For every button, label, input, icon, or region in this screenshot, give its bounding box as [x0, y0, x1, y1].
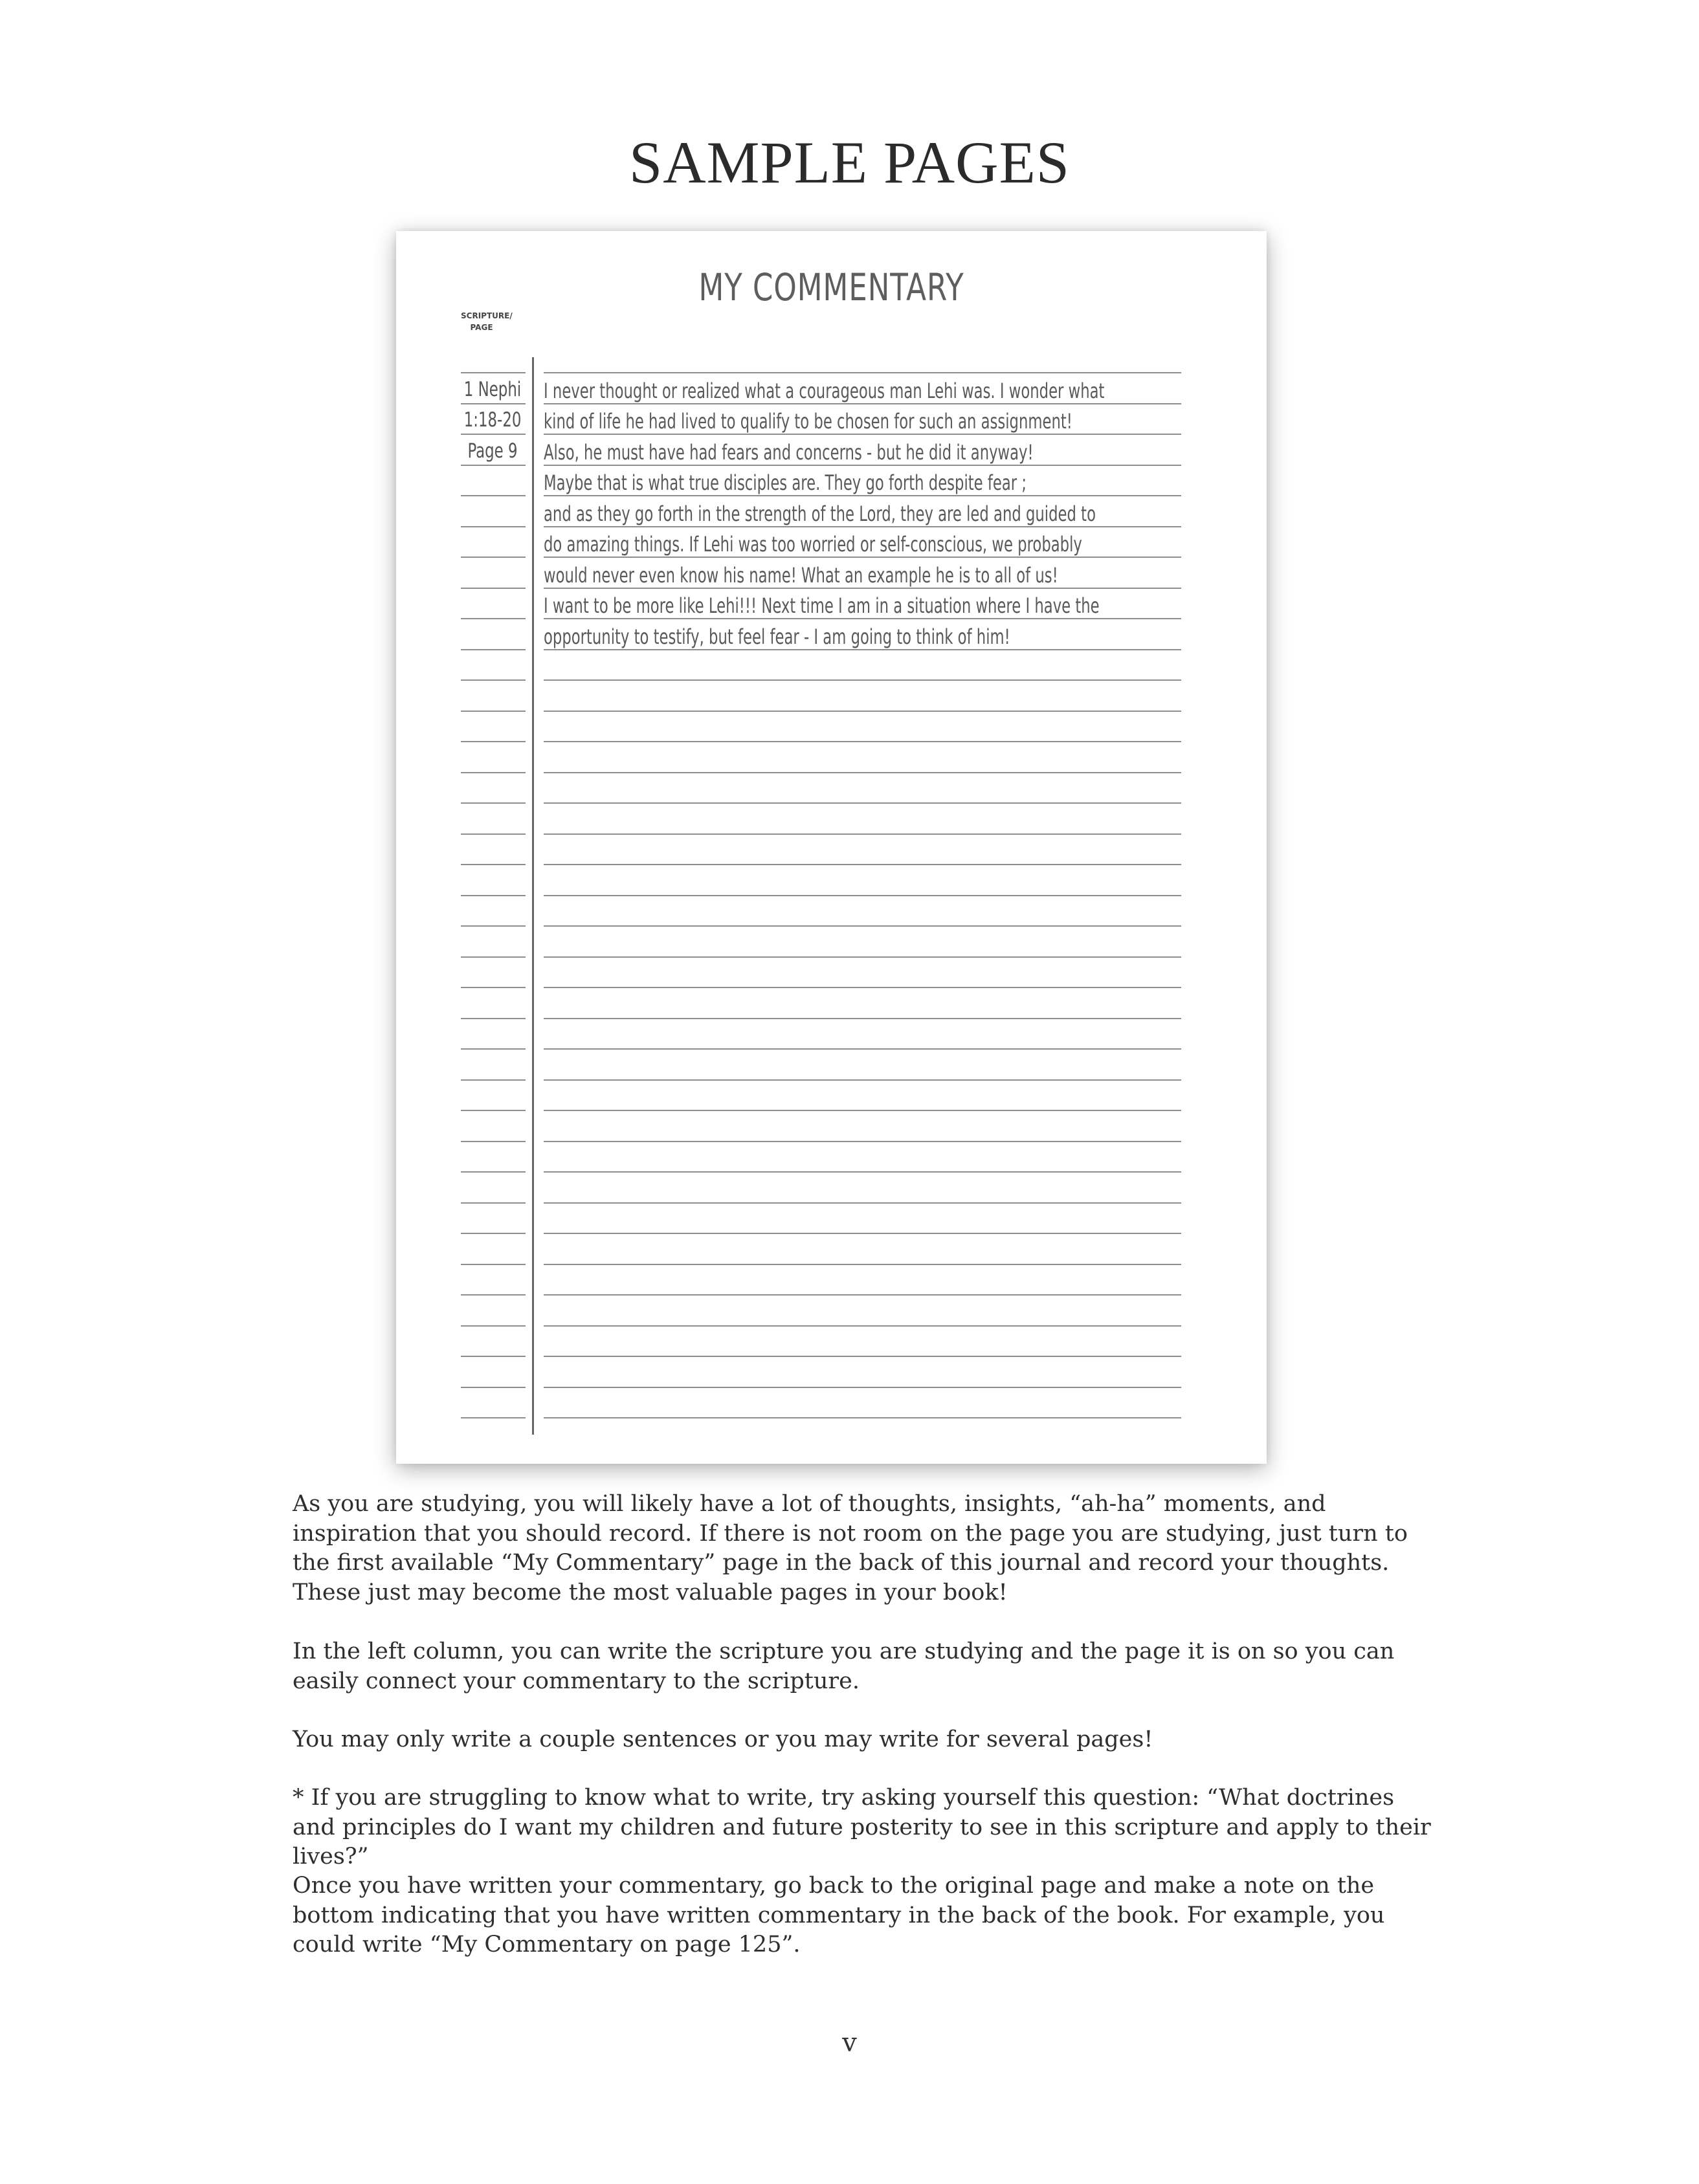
- body-paragraph: You may only write a couple sentences or you may write for several pages!: [293, 1726, 1153, 1752]
- reference-line: [461, 741, 526, 742]
- commentary-line: and as they go forth in the strength of the Lord, they are led and guided to: [544, 502, 1096, 526]
- ruled-line: [544, 956, 1181, 958]
- commentary-line: would never even know his name! What an example he is to all of us!: [544, 563, 1058, 588]
- reference-line: [461, 1171, 526, 1173]
- scripture-reference: 1:18-20: [463, 408, 522, 432]
- column-header: PAGE: [470, 323, 493, 332]
- reference-line: [461, 1294, 526, 1296]
- ruled-line: [544, 833, 1181, 835]
- ruled-line: [544, 895, 1181, 896]
- reference-line: [461, 1356, 526, 1357]
- reference-line: [461, 403, 526, 404]
- reference-line: [461, 1264, 526, 1265]
- reference-line: [461, 1048, 526, 1050]
- commentary-line: do amazing things. If Lehi was too worried or self-conscious, we probably: [544, 532, 1082, 557]
- reference-line: [461, 1018, 526, 1019]
- ruled-line: [544, 1233, 1181, 1234]
- ruled-line: [544, 1325, 1181, 1327]
- reference-line: [461, 802, 526, 804]
- scripture-reference: Page 9: [467, 439, 518, 463]
- ruled-line: [544, 403, 1181, 404]
- reference-line: [461, 711, 526, 712]
- reference-line: [461, 434, 526, 435]
- commentary-line: I want to be more like Lehi!!! Next time I am in a situation where I have the: [544, 593, 1100, 618]
- reference-line: [461, 956, 526, 958]
- ruled-line: [544, 987, 1181, 988]
- ruled-line: [544, 1079, 1181, 1081]
- commentary-line: Also, he must have had fears and concerns - but he did it anyway!: [544, 440, 1034, 465]
- ruled-line: [544, 465, 1181, 466]
- ruled-line: [544, 588, 1181, 589]
- ruled-line: [544, 864, 1181, 865]
- ruled-line: [544, 1048, 1181, 1050]
- ruled-line: [544, 772, 1181, 773]
- reference-line: [461, 1387, 526, 1388]
- body-paragraph: Once you have written your commentary, go back to the original page and make a note on the bottom indicating that you have written commentary in the back of the book. For example, you could write “My Commentary on page 125”.: [293, 1873, 1385, 1958]
- reference-line: [461, 557, 526, 558]
- reference-line: [461, 495, 526, 496]
- sample-page-title: MY COMMENTARY: [698, 265, 964, 309]
- ruled-line: [544, 526, 1181, 527]
- reference-line: [461, 772, 526, 773]
- ruled-line: [544, 1202, 1181, 1204]
- reference-line: [461, 833, 526, 835]
- reference-line: [461, 925, 526, 927]
- page-number: v: [842, 2028, 857, 2058]
- sample-page-image: [396, 231, 1267, 1464]
- commentary-line: I never thought or realized what a courageous man Lehi was. I wonder what: [544, 379, 1105, 403]
- page-title: SAMPLE PAGES: [629, 129, 1070, 195]
- ruled-line: [544, 1110, 1181, 1111]
- ruled-line: [544, 679, 1181, 681]
- ruled-line: [544, 649, 1181, 650]
- reference-line: [461, 526, 526, 527]
- reference-line: [461, 864, 526, 865]
- reference-line: [461, 372, 526, 373]
- body-paragraph: As you are studying, you will likely have a lot of thoughts, insights, “ah-ha” moments, and inspiration that you should record. If there is not room on the page you are studying, just turn to the first available “My Commentary” page in the back of this journal and record your thoughts. These just may become the most valuable pages in your book!: [293, 1491, 1408, 1605]
- reference-line: [461, 679, 526, 681]
- ruled-line: [544, 802, 1181, 804]
- commentary-line: Maybe that is what true disciples are. They go forth despite fear ;: [544, 470, 1027, 495]
- reference-line: [461, 1417, 526, 1418]
- ruled-line: [544, 741, 1181, 742]
- ruled-line: [544, 1356, 1181, 1357]
- ruled-line: [544, 434, 1181, 435]
- ruled-line: [544, 1264, 1181, 1265]
- reference-line: [461, 618, 526, 619]
- ruled-line: [544, 495, 1181, 496]
- reference-line: [461, 465, 526, 466]
- reference-line: [461, 1233, 526, 1234]
- reference-line: [461, 1110, 526, 1111]
- body-paragraph: In the left column, you can write the scripture you are studying and the page it is on so you can easily connect your commentary to the scripture.: [293, 1638, 1395, 1694]
- reference-line: [461, 895, 526, 896]
- ruled-line: [544, 1171, 1181, 1173]
- ruled-line: [544, 1294, 1181, 1296]
- body-paragraph: * If you are struggling to know what to write, try asking yourself this question: “What doctrines and principles do I want my children and future posterity to see in this scripture and apply to their lives?”: [293, 1785, 1431, 1870]
- commentary-line: opportunity to testify, but feel fear - I am going to think of him!: [544, 624, 1010, 649]
- scripture-reference: 1 Nephi: [463, 378, 522, 401]
- ruled-line: [544, 372, 1181, 373]
- ruled-line: [544, 618, 1181, 619]
- ruled-line: [544, 1141, 1181, 1142]
- reference-line: [461, 588, 526, 589]
- reference-line: [461, 1141, 526, 1142]
- ruled-line: [544, 1387, 1181, 1388]
- column-divider: [532, 357, 534, 1435]
- commentary-line: kind of life he had lived to qualify to be chosen for such an assignment!: [544, 409, 1072, 434]
- ruled-line: [544, 711, 1181, 712]
- reference-line: [461, 1202, 526, 1204]
- reference-line: [461, 987, 526, 988]
- reference-line: [461, 1079, 526, 1081]
- column-header: SCRIPTURE/: [461, 311, 513, 320]
- ruled-line: [544, 1417, 1181, 1418]
- reference-line: [461, 649, 526, 650]
- ruled-line: [544, 1018, 1181, 1019]
- ruled-line: [544, 557, 1181, 558]
- reference-line: [461, 1325, 526, 1327]
- ruled-line: [544, 925, 1181, 927]
